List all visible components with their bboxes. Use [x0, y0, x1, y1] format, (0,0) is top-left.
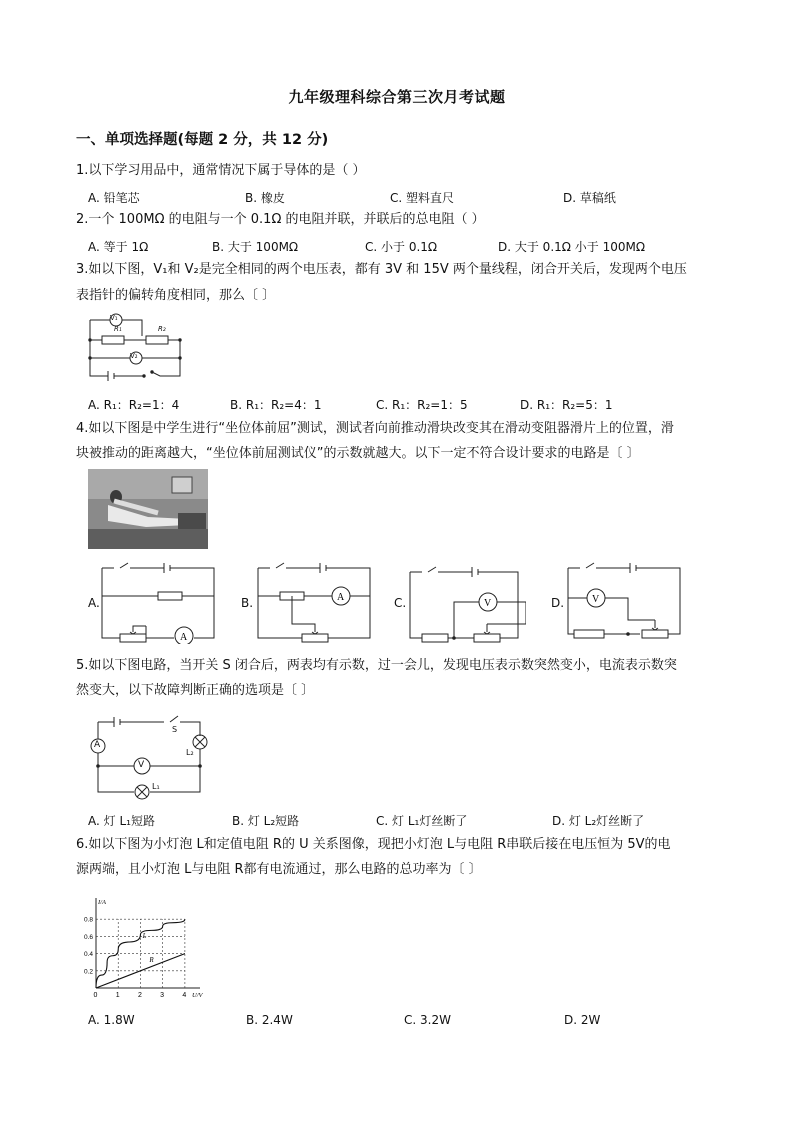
q2-option-b[interactable]: B. 大于 100MΩ: [212, 240, 299, 254]
question-5-stem-line2: 然变大，以下故障判断正确的选项是〔 〕: [76, 683, 315, 698]
x-tick-label: 3: [160, 992, 165, 999]
q5-circuit-figure: [84, 712, 214, 804]
question-1-stem: 1.以下学习用品中，通常情况下属于导体的是（ ）: [76, 163, 366, 178]
page-title: 九年级理科综合第三次月考试题: [288, 88, 506, 106]
question-4-stem-line1: 4.如以下图是中学生进行“坐位体前屈”测试，测试者向前推动滑块改变其在滑动变阻器滑片上的位置，滑: [76, 421, 674, 436]
x-tick-label: 0: [93, 992, 98, 999]
q1-option-c[interactable]: C. 塑料直尺: [390, 191, 455, 205]
q3-option-b[interactable]: B. R₁：R₂=4：1: [230, 398, 322, 412]
question-6-stem-line2: 源两端，且小灯泡 L与电阻 R都有电流通过，那么电路的总功率为〔 〕: [76, 862, 482, 877]
q2-option-d[interactable]: D. 大于 0.1Ω 小于 100MΩ: [498, 240, 645, 254]
section-heading: 一、单项选择题(每题 2 分，共 12 分): [76, 132, 329, 148]
q3-v1-label: V₁: [110, 314, 118, 322]
q5-option-a[interactable]: A. 灯 L₁短路: [88, 814, 155, 828]
q3-v2-label: V₂: [130, 352, 138, 360]
q6-option-c[interactable]: C. 3.2W: [404, 1013, 451, 1027]
q3-circuit-figure: [84, 308, 184, 384]
q5-voltmeter-label: V: [138, 760, 145, 770]
question-6-stem-line1: 6.如以下图为小灯泡 L和定值电阻 R的 U 关系图像，现把小灯泡 L与电阻 R串联后接在电压恒为 5V的电: [76, 837, 671, 852]
question-4-stem-line2: 块被推动的距离越大，“坐位体前屈测试仪”的示数就越大。以下一定不符合设计要求的电路是〔 〕: [76, 446, 640, 461]
x-tick-label: 2: [137, 992, 142, 999]
q4-circuit-a[interactable]: [100, 562, 218, 644]
q3-option-c[interactable]: C. R₁：R₂=1：5: [376, 398, 468, 412]
series-label-r: R: [149, 956, 154, 965]
y-tick-label: 0.2: [84, 968, 94, 976]
y-tick-label: 0.6: [84, 933, 94, 941]
question-2-stem: 2.一个 100MΩ 的电阻与一个 0.1Ω 的电阻并联，并联后的总电阻（ ）: [76, 212, 485, 227]
question-5-stem-line1: 5.如以下图电路，当开关 S 闭合后，两表均有示数，过一会儿，发现电压表示数突然变小，电流表示数突: [76, 658, 677, 673]
q4-circuit-b[interactable]: [256, 562, 374, 644]
q3-r2-label: R₂: [158, 325, 166, 333]
q5-ammeter-label: A: [94, 740, 101, 750]
q2-option-c[interactable]: C. 小于 0.1Ω: [365, 240, 438, 254]
q4-label-a[interactable]: A.: [88, 596, 100, 610]
q1-option-d[interactable]: D. 草稿纸: [563, 191, 616, 205]
x-axis-label: U/V: [192, 992, 203, 999]
q6-option-d[interactable]: D. 2W: [564, 1013, 601, 1027]
q5-option-c[interactable]: C. 灯 L₁灯丝断了: [376, 814, 468, 828]
q4c-voltmeter-symbol: V: [484, 598, 492, 609]
q4-circuit-c[interactable]: [408, 562, 526, 644]
q1-option-a[interactable]: A. 铅笔芯: [88, 191, 140, 205]
q4b-ammeter-symbol: A: [337, 592, 345, 603]
question-3-stem-line1: 3.如以下图，V₁和 V₂是完全相同的两个电压表，都有 3V 和 15V 两个量线程，闭合开关后，发现两个电压: [76, 262, 687, 277]
q2-option-a[interactable]: A. 等于 1Ω: [88, 240, 149, 254]
q4-label-b[interactable]: B.: [241, 596, 254, 610]
q5-l2-label: L₂: [186, 748, 194, 757]
q4-label-d[interactable]: D.: [551, 596, 565, 610]
y-tick-label: 0.8: [84, 916, 94, 924]
q3-option-a[interactable]: A. R₁：R₂=1：4: [88, 398, 180, 412]
q5-option-d[interactable]: D. 灯 L₂灯丝断了: [552, 814, 645, 828]
y-tick-label: 0.4: [84, 951, 94, 959]
q5-l1-label: L₁: [152, 782, 160, 791]
q3-r1-label: R₁: [114, 325, 122, 333]
q6-option-b[interactable]: B. 2.4W: [246, 1013, 293, 1027]
q4a-ammeter-symbol: A: [180, 632, 188, 643]
q5-switch-label: S: [172, 725, 178, 734]
series-label-l: L: [142, 932, 147, 941]
q4-circuit-d[interactable]: [566, 562, 684, 644]
q3-option-d[interactable]: D. R₁：R₂=5：1: [520, 398, 613, 412]
q4-label-c[interactable]: C.: [394, 596, 407, 610]
q6-option-a[interactable]: A. 1.8W: [88, 1013, 135, 1027]
q1-option-b[interactable]: B. 橡皮: [245, 191, 285, 205]
q4d-voltmeter-symbol: V: [592, 594, 600, 605]
x-tick-label: 1: [115, 992, 120, 999]
x-tick-label: 4: [182, 992, 187, 999]
y-axis-label: I/A: [98, 899, 106, 906]
q4-photo-sit-and-reach: [88, 469, 208, 549]
q5-option-b[interactable]: B. 灯 L₂短路: [232, 814, 300, 828]
q6-iu-chart: [84, 894, 204, 1000]
question-3-stem-line2: 表指针的偏转角度相同，那么〔 〕: [76, 288, 276, 303]
q6-chart-svg: [84, 894, 204, 1000]
